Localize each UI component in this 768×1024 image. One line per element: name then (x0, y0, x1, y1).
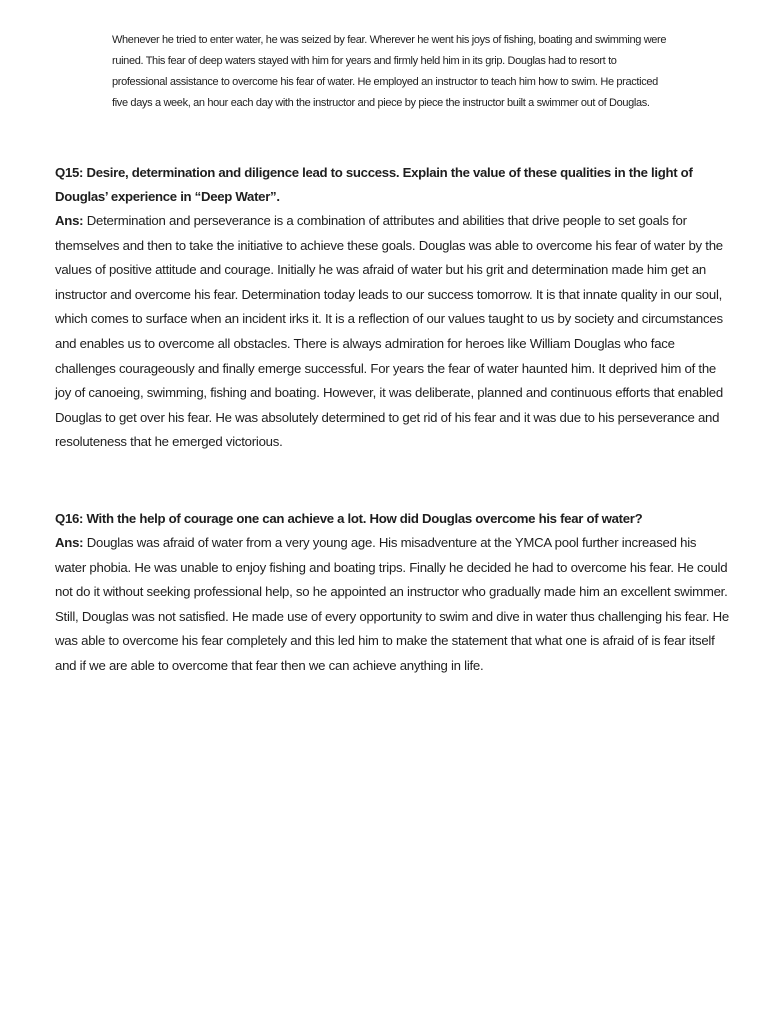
answer-label-15: Ans: (55, 213, 84, 228)
question-block-16 (55, 507, 730, 679)
question-16: Q16: With the help of courage one can achieve a lot. How did Douglas overcome his fear of water? (55, 511, 643, 526)
answer-15 (55, 209, 730, 455)
answer-text-16: Douglas was afraid of water from a very young age. His misadventure at the YMCA pool further increased his water phobia. He was unable to enjoy fishing and boating trips. Finally he decided he had to overcome his fear. He could not do it without seeking professional help, so he appointed an instructor who gradually made him an excellent swimmer. Still, Douglas was not satisfied. He made use of every opportunity to swim and dive in water thus challenging his fear. He was able to overcome his fear completely and this led him to make the statement that what one is afraid of is fear itself and if we are able to overcome that fear then we can achieve anything in life. (55, 535, 729, 673)
intro-paragraph: Whenever he tried to enter water, he was seized by fear. Wherever he went his joys of fishing, boating and swimming were ruined. This fear of deep waters stayed with him for years and firmly held him in its grip. Douglas had to resort to professional assistance to overcome his fear of water. He employed an instructor to teach him how to swim. He practiced five days a week, an hour each day with the instructor and piece by piece the instructor built a swimmer out of Douglas. (112, 34, 667, 109)
question-15: Q15: Desire, determination and diligence lead to success. Explain the value of these qualities in the light of Douglas’ experience in “Deep Water”. (55, 165, 693, 204)
answer-text-15: Determination and perseverance is a combination of attributes and abilities that drive people to set goals for themselves and then to take the initiative to achieve these goals. Douglas was able to overcome his fear of water by the values of positive attitude and courage. Initially he was afraid of water but his grit and determination made him get an instructor and overcome his fear. Determination today leads to our success tomorrow. It is that innate quality in our soul, which comes to surface when an incident irks it. It is a reflection of our values taught to us by society and circumstances and enables us to overcome all obstacles. There is always admiration for heroes like William Douglas who face challenges courageously and finally emerge successful. For years the fear of water haunted him. It deprived him of the joy of canoeing, swimming, fishing and boating. However, it was deliberate, planned and continuous efforts that enabled Douglas to get over his fear. He was absolutely determined to get rid of his fear and it was due to his perseverance and resoluteness that he emerged victorious. (55, 213, 723, 450)
answer-label-16: Ans: (55, 535, 84, 550)
question-block-15 (55, 161, 730, 455)
answer-16 (55, 531, 730, 679)
